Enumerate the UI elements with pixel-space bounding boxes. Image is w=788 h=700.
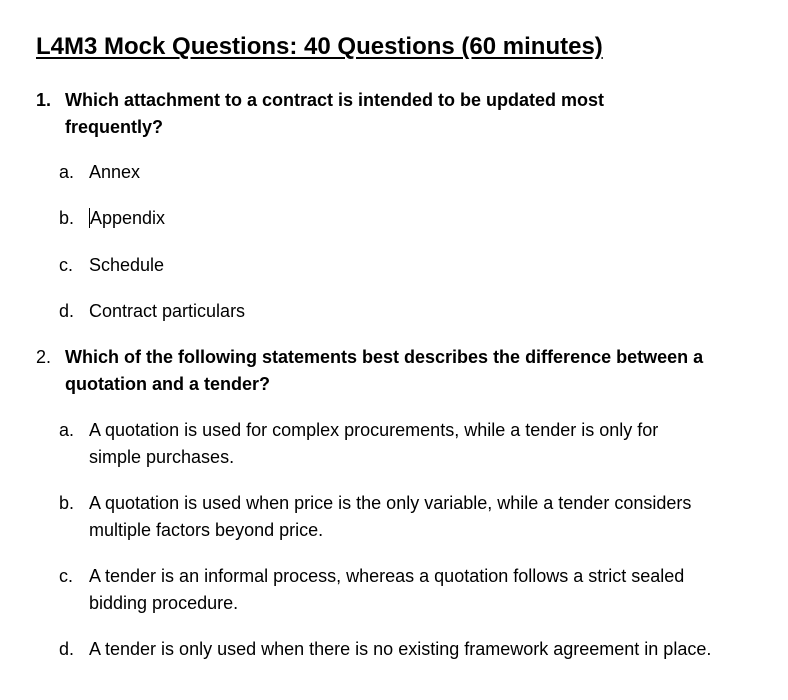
option-text: Annex [89, 162, 141, 182]
option-letter: a. [59, 162, 75, 182]
document-title: L4M3 Mock Questions: 40 Questions (60 minutes) [36, 33, 603, 60]
option-text: A quotation is used when price is the only variable, while a tender considers multiple factors beyond price. [89, 493, 692, 540]
question-number: 2. [36, 347, 52, 367]
question-number: 1. [36, 90, 52, 110]
option-text: A tender is an informal process, whereas a quotation follows a strict sealed bidding procedure. [89, 566, 685, 613]
option-text: Appendix [90, 208, 166, 228]
option-letter: c. [59, 255, 74, 275]
option-letter: d. [59, 301, 75, 321]
option-text: Contract particulars [89, 301, 246, 321]
option-letter: b. [59, 493, 75, 513]
option-text: A tender is only used when there is no existing framework agreement in place. [89, 639, 712, 659]
option-letter: c. [59, 566, 74, 586]
option-letter: b. [59, 208, 75, 228]
option-letter: a. [59, 420, 75, 440]
question-text: Which of the following statements best describes the difference between a quotation and a tender? [65, 347, 704, 394]
option-letter: d. [59, 639, 75, 659]
question-text: Which attachment to a contract is intended to be updated most frequently? [65, 90, 605, 137]
option-text: A quotation is used for complex procurements, while a tender is only for simple purchases. [89, 420, 659, 467]
option-text: Schedule [89, 255, 165, 275]
option-text-with-caret[interactable] [89, 205, 714, 232]
